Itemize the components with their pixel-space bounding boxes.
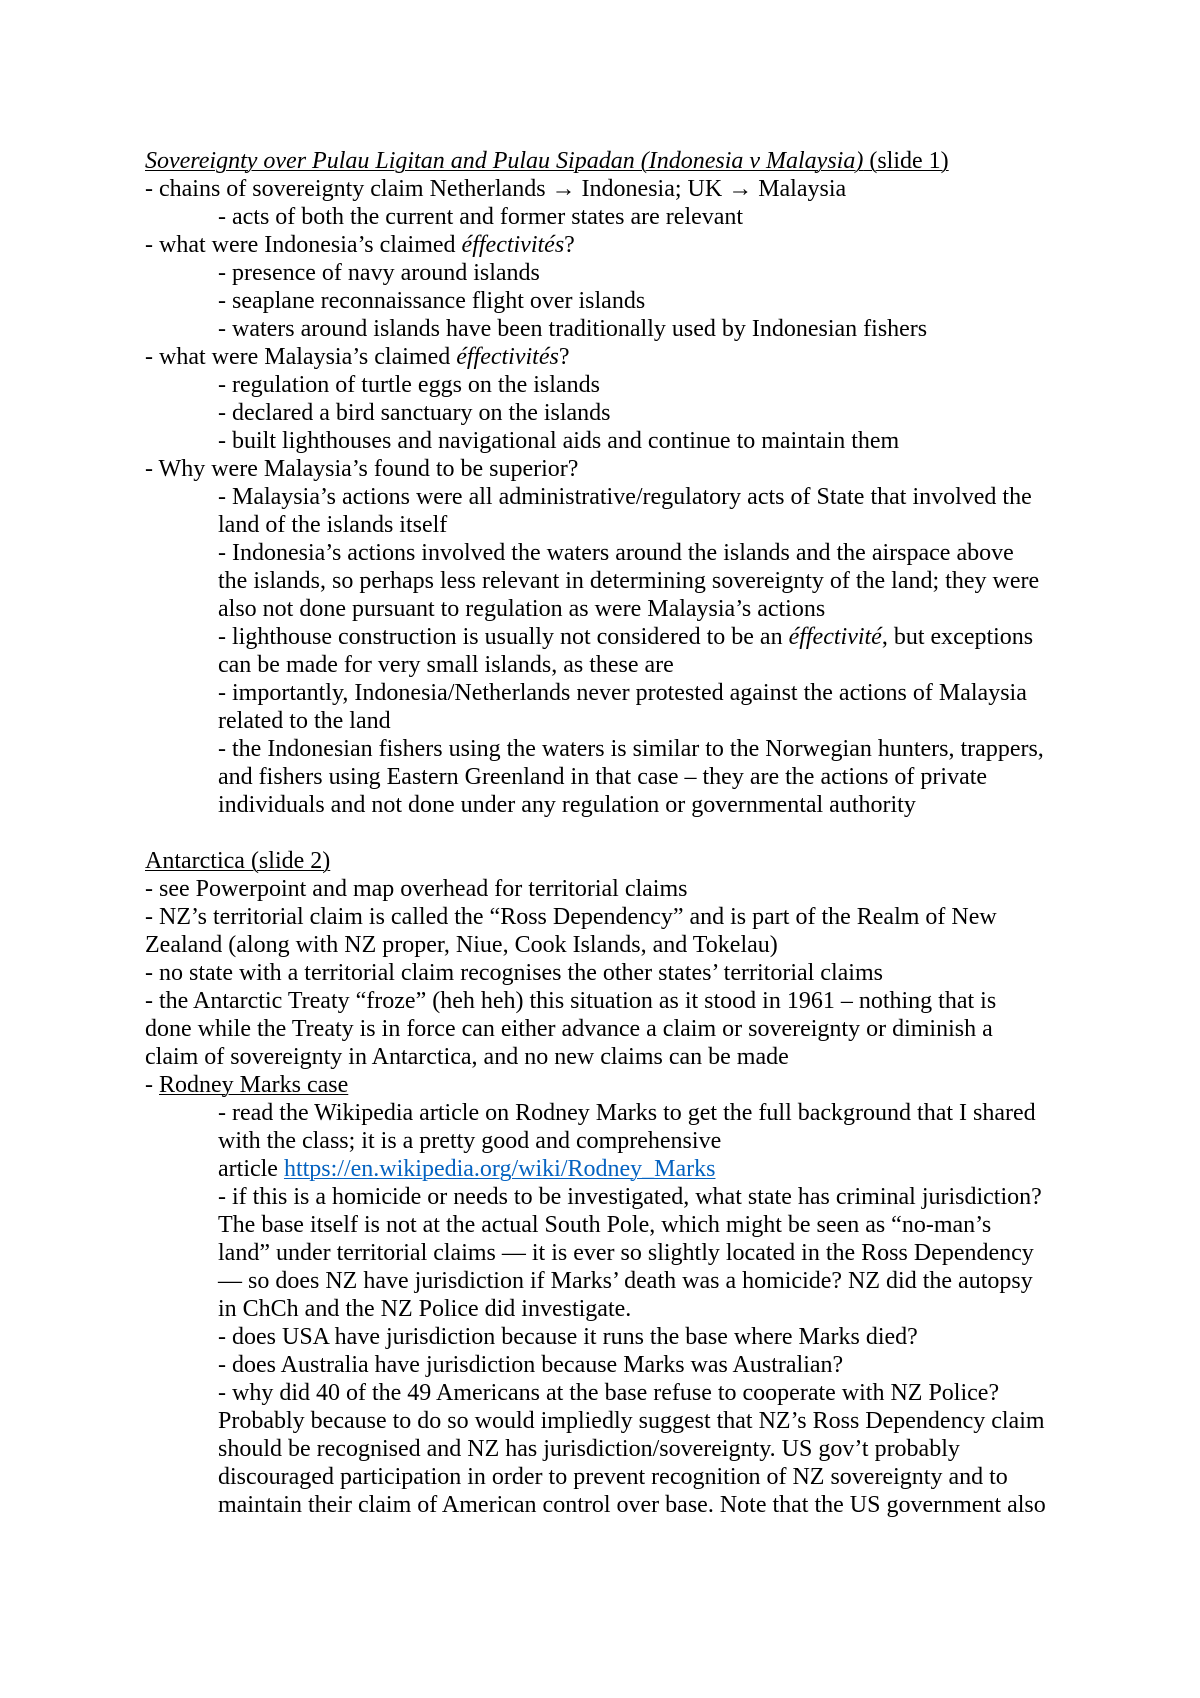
continuation-line: claim of sovereignty in Antarctica, and no new claims can be made [145, 1044, 789, 1070]
wikipedia-link[interactable]: https://en.wikipedia.org/wiki/Rodney_Marks [283, 1156, 716, 1182]
continuation-line: done while the Treaty is in force can either advance a claim or sovereignty or diminish a [145, 1016, 993, 1042]
continuation-line: also not done pursuant to regulation as were Malaysia’s actions [218, 596, 826, 622]
continuation-line: individuals and not done under any regulation or governmental authority [218, 792, 916, 818]
continuation-line [145, 1155, 1145, 1183]
bullet-text: - chains of sovereignty claim Netherlands [145, 176, 552, 202]
arrow-right-icon: → [728, 176, 753, 202]
continuation-line: maintain their claim of American control over base. Note that the US government also [218, 1492, 1046, 1518]
section-title: Antarctica (slide 2) [145, 848, 331, 874]
continuation-line: in ChCh and the NZ Police did investigate. [218, 1296, 632, 1322]
continuation-line: and fishers using Eastern Greenland in that case – they are the actions of private [218, 764, 988, 790]
sub-bullet-item: - waters around islands have been traditionally used by Indonesian fishers [218, 316, 928, 342]
bullet-text: - what were Indonesia’s claimed [145, 232, 462, 258]
link-prefix-text: article [218, 1156, 284, 1182]
sub-bullet-item [145, 623, 1145, 651]
continuation-line: land of the islands itself [218, 512, 448, 538]
bullet-item [145, 343, 1145, 371]
bullet-text: , but exceptions [881, 624, 1034, 650]
sub-bullet-item: - seaplane reconnaissance flight over islands [218, 288, 646, 314]
bullet-item: - Why were Malaysia’s found to be superior? [145, 456, 579, 482]
bullet-item [145, 231, 1145, 259]
bullet-item [145, 1071, 1145, 1099]
bullet-text: - lighthouse construction is usually not considered to be an [218, 624, 789, 650]
subsection-title: Rodney Marks case [159, 1072, 349, 1098]
sub-bullet-item: - why did 40 of the 49 Americans at the base refuse to cooperate with NZ Police? [218, 1380, 1000, 1406]
case-title: Sovereignty over Pulau Ligitan and Pulau Sipadan (Indonesia v Malaysia) [145, 148, 864, 174]
continuation-line: can be made for very small islands, as these are [218, 652, 674, 678]
continuation-line: related to the land [218, 708, 391, 734]
sub-bullet-item: - the Indonesian fishers using the waters is similar to the Norwegian hunters, trappers, [218, 736, 1044, 762]
italic-term: éffectivités [456, 344, 559, 370]
continuation-line: Zealand (along with NZ proper, Niue, Cook Islands, and Tokelau) [145, 932, 778, 958]
bullet-text: Malaysia [752, 176, 847, 202]
section-heading [145, 147, 1145, 175]
bullet-item [145, 175, 1145, 203]
slide-reference: (slide 1) [863, 148, 949, 174]
bullet-item: - no state with a territorial claim recognises the other states’ territorial claims [145, 960, 883, 986]
bullet-item: - see Powerpoint and map overhead for territorial claims [145, 876, 688, 902]
continuation-line: should be recognised and NZ has jurisdiction/sovereignty. US gov’t probably [218, 1436, 960, 1462]
bullet-text: ? [558, 344, 570, 370]
sub-bullet-item: - does USA have jurisdiction because it runs the base where Marks died? [218, 1324, 918, 1350]
italic-term: éffectivités [461, 232, 565, 258]
blank-line [145, 819, 1145, 847]
continuation-line: the islands, so perhaps less relevant in determining sovereignty of the land; they were [218, 568, 1040, 594]
bullet-text: ? [564, 232, 575, 258]
continuation-line: The base itself is not at the actual South Pole, which might be seen as “no-man’s [218, 1212, 992, 1238]
sub-bullet-item: - regulation of turtle eggs on the islands [218, 372, 600, 398]
bullet-text: - what were Malaysia’s claimed [145, 344, 457, 370]
sub-bullet-item: - if this is a homicide or needs to be investigated, what state has criminal jurisdiction? [218, 1184, 1042, 1210]
bullet-item: - NZ’s territorial claim is called the “Ross Dependency” and is part of the Realm of New [145, 904, 997, 930]
section-heading [145, 847, 1145, 875]
bullet-text: Indonesia; UK [575, 176, 729, 202]
continuation-line: land” under territorial claims — it is ever so slightly located in the Ross Dependency [218, 1240, 1034, 1266]
italic-term: éffectivité [788, 624, 882, 650]
sub-bullet-item: - declared a bird sanctuary on the islands [218, 400, 611, 426]
sub-bullet-item: - importantly, Indonesia/Netherlands never protested against the actions of Malaysia [218, 680, 1027, 706]
arrow-right-icon: → [551, 176, 576, 202]
sub-bullet-item: - presence of navy around islands [218, 260, 540, 286]
bullet-item: - the Antarctic Treaty “froze” (heh heh) this situation as it stood in 1961 – nothing that is [145, 988, 997, 1014]
continuation-line: — so does NZ have jurisdiction if Marks’ death was a homicide? NZ did the autopsy [218, 1268, 1033, 1294]
continuation-line: discouraged participation in order to prevent recognition of NZ sovereignty and to [218, 1464, 1008, 1490]
continuation-line: Probably because to do so would impliedly suggest that NZ’s Ross Dependency claim [218, 1408, 1045, 1434]
sub-bullet-item: - built lighthouses and navigational aids and continue to maintain them [218, 428, 900, 454]
sub-bullet-item: - does Australia have jurisdiction because Marks was Australian? [218, 1352, 844, 1378]
continuation-line: with the class; it is a pretty good and comprehensive [218, 1128, 722, 1154]
document-body [145, 147, 1145, 1519]
sub-bullet-item: - read the Wikipedia article on Rodney Marks to get the full background that I shared [218, 1100, 1036, 1126]
sub-bullet-item: - Indonesia’s actions involved the waters around the islands and the airspace above [218, 540, 1014, 566]
sub-bullet-item: - Malaysia’s actions were all administrative/regulatory acts of State that involved the [218, 484, 1032, 510]
sub-bullet-item: - acts of both the current and former states are relevant [218, 204, 744, 230]
bullet-dash: - [145, 1072, 159, 1098]
